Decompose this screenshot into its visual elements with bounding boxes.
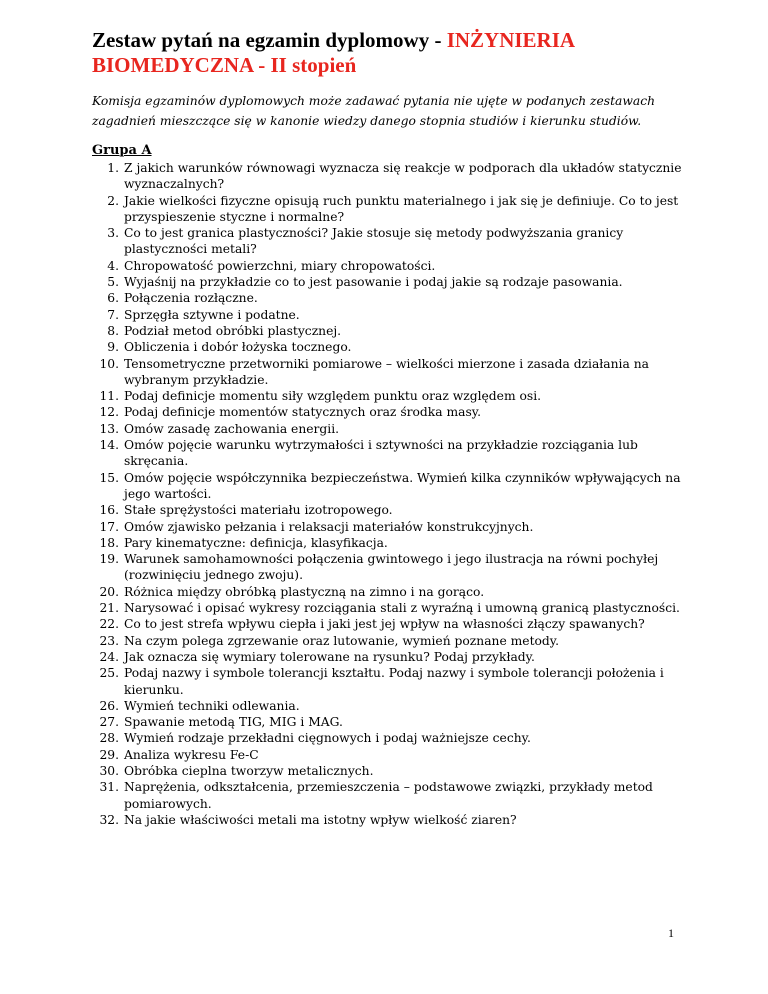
question-item [92, 290, 692, 306]
question-item [92, 812, 692, 828]
question-item [92, 584, 692, 600]
document-page [92, 28, 692, 828]
question-number: 30. [99, 763, 119, 778]
question-item [92, 339, 692, 355]
question-number: 16. [99, 503, 119, 518]
intro-note: Komisja egzaminów dyplomowych może zadawać pytania nie ujęte w podanych zestawach zagadnień mieszczące się w kanonie wiedzy danego stopnia studiów i kierunku studiów. [92, 94, 656, 128]
question-item [92, 258, 692, 274]
question-number: 23. [99, 633, 119, 648]
question-number: 7. [107, 307, 119, 322]
question-text: Sprzęgła sztywne i podatne. [124, 307, 300, 322]
question-item [92, 649, 692, 665]
question-number: 27. [99, 715, 119, 730]
question-number: 2. [107, 193, 119, 208]
question-text: Stałe sprężystości materiału izotropowego. [124, 503, 393, 518]
question-number: 14. [99, 438, 119, 453]
question-text: Omów pojęcie warunku wytrzymałości i sztywności na przykładzie rozciągania lub skręcania. [124, 438, 638, 469]
question-text: Spawanie metodą TIG, MIG i MAG. [124, 715, 343, 730]
page-number: 1 [668, 926, 674, 940]
question-text: Jak oznacza się wymiary tolerowane na rysunku? Podaj przykłady. [124, 649, 535, 664]
question-text: Omów zjawisko pełzania i relaksacji materiałów konstrukcyjnych. [124, 519, 534, 534]
question-item [92, 600, 692, 616]
page-title [92, 28, 692, 78]
question-item [92, 616, 692, 632]
question-text: Na jakie właściwości metali ma istotny wpływ wielkość ziaren? [124, 812, 517, 827]
title-accent: INŻYNIERIA BIOMEDYCZNA - II stopień [92, 28, 574, 77]
question-text: Różnica między obróbką plastyczną na zimno i na gorąco. [124, 584, 485, 599]
question-item [92, 714, 692, 730]
question-number: 15. [99, 470, 119, 485]
question-text: Analiza wykresu Fe-C [124, 747, 259, 762]
title-prefix: Zestaw pytań na egzamin dyplomowy - [92, 28, 447, 52]
question-item [92, 307, 692, 323]
question-number: 8. [107, 323, 119, 338]
question-number: 32. [99, 812, 119, 827]
question-text: Połączenia rozłączne. [124, 291, 258, 306]
question-item [92, 730, 692, 746]
question-text: Co to jest granica plastyczności? Jakie stosuje się metody podwyższania granicy plastyczności metali? [124, 226, 624, 257]
question-number: 12. [99, 405, 119, 420]
question-item [92, 747, 692, 763]
question-number: 6. [107, 291, 119, 306]
question-number: 31. [99, 780, 119, 795]
question-item [92, 665, 692, 698]
question-text: Podaj definicje momentu siły względem punktu oraz względem osi. [124, 389, 542, 404]
question-text: Obliczenia i dobór łożyska tocznego. [124, 340, 352, 355]
question-text: Co to jest strefa wpływu ciepła i jaki jest jej wpływ na własności złączy spawanych? [124, 617, 645, 632]
question-item [92, 470, 692, 503]
question-text: Wymień rodzaje przekładni cięgnowych i podaj ważniejsze cechy. [124, 731, 531, 746]
question-number: 5. [107, 275, 119, 290]
question-item [92, 535, 692, 551]
question-item [92, 698, 692, 714]
question-item [92, 519, 692, 535]
question-text: Chropowatość powierzchni, miary chropowatości. [124, 258, 436, 273]
question-number: 22. [99, 617, 119, 632]
question-item [92, 502, 692, 518]
group-title: Grupa A [92, 143, 152, 158]
question-item [92, 323, 692, 339]
question-item [92, 633, 692, 649]
question-number: 19. [99, 552, 119, 567]
question-number: 1. [107, 161, 119, 175]
question-text: Naprężenia, odkształcenia, przemieszczenia – podstawowe związki, przykłady metod pomiarowych. [124, 780, 653, 811]
question-text: Narysować i opisać wykresy rozciągania stali z wyraźną i umowną granicą plastyczności. [124, 601, 680, 616]
question-number: 18. [99, 535, 119, 550]
question-item [92, 763, 692, 779]
question-number: 17. [99, 519, 119, 534]
question-item [92, 356, 692, 389]
question-text: Tensometryczne przetworniki pomiarowe – wielkości mierzone i zasada działania na wybranym przykładzie. [124, 356, 649, 387]
question-item [92, 779, 692, 812]
question-text: Wyjaśnij na przykładzie co to jest pasowanie i podaj jakie są rodzaje pasowania. [124, 275, 623, 290]
question-number: 24. [99, 649, 119, 664]
question-number: 21. [99, 601, 119, 616]
question-item [92, 421, 692, 437]
question-list [92, 160, 692, 828]
question-item [92, 551, 692, 584]
question-number: 20. [99, 584, 119, 599]
question-text: Obróbka cieplna tworzyw metalicznych. [124, 763, 374, 778]
question-number: 4. [107, 258, 119, 273]
question-item [92, 274, 692, 290]
question-number: 25. [99, 666, 119, 681]
question-number: 10. [99, 356, 119, 371]
question-text: Warunek samohamowności połączenia gwintowego i jego ilustracja na równi pochyłej (rozwinięciu jednego zwoju). [124, 552, 659, 583]
question-text: Na czym polega zgrzewanie oraz lutowanie, wymień poznane metody. [124, 633, 560, 648]
question-text: Jakie wielkości fizyczne opisują ruch punktu materialnego i jak się je definiuje. Co to jest przyspieszenie styczne i normalne? [124, 193, 679, 224]
question-number: 13. [99, 421, 119, 436]
question-number: 11. [99, 389, 119, 404]
question-item [92, 160, 692, 193]
question-number: 3. [107, 226, 119, 241]
question-text: Podaj nazwy i symbole tolerancji kształtu. Podaj nazwy i symbole tolerancji położenia i kierunku. [124, 666, 664, 697]
question-item [92, 388, 692, 404]
question-text: Z jakich warunków równowagi wyznacza się reakcje w podporach dla układów statycznie wyznaczalnych? [124, 161, 682, 192]
question-text: Pary kinematyczne: definicja, klasyfikacja. [124, 535, 388, 550]
question-text: Podaj definicje momentów statycznych oraz środka masy. [124, 405, 481, 420]
question-text: Omów pojęcie współczynnika bezpieczeństwa. Wymień kilka czynników wpływających na jego wartości. [124, 470, 681, 501]
question-item [92, 225, 692, 258]
question-text: Podział metod obróbki plastycznej. [124, 323, 342, 338]
question-number: 9. [107, 340, 119, 355]
question-number: 28. [99, 731, 119, 746]
question-text: Wymień techniki odlewania. [124, 698, 300, 713]
question-item [92, 437, 692, 470]
question-number: 26. [99, 698, 119, 713]
question-item [92, 193, 692, 226]
question-text: Omów zasadę zachowania energii. [124, 421, 340, 436]
question-item [92, 404, 692, 420]
question-number: 29. [99, 747, 119, 762]
